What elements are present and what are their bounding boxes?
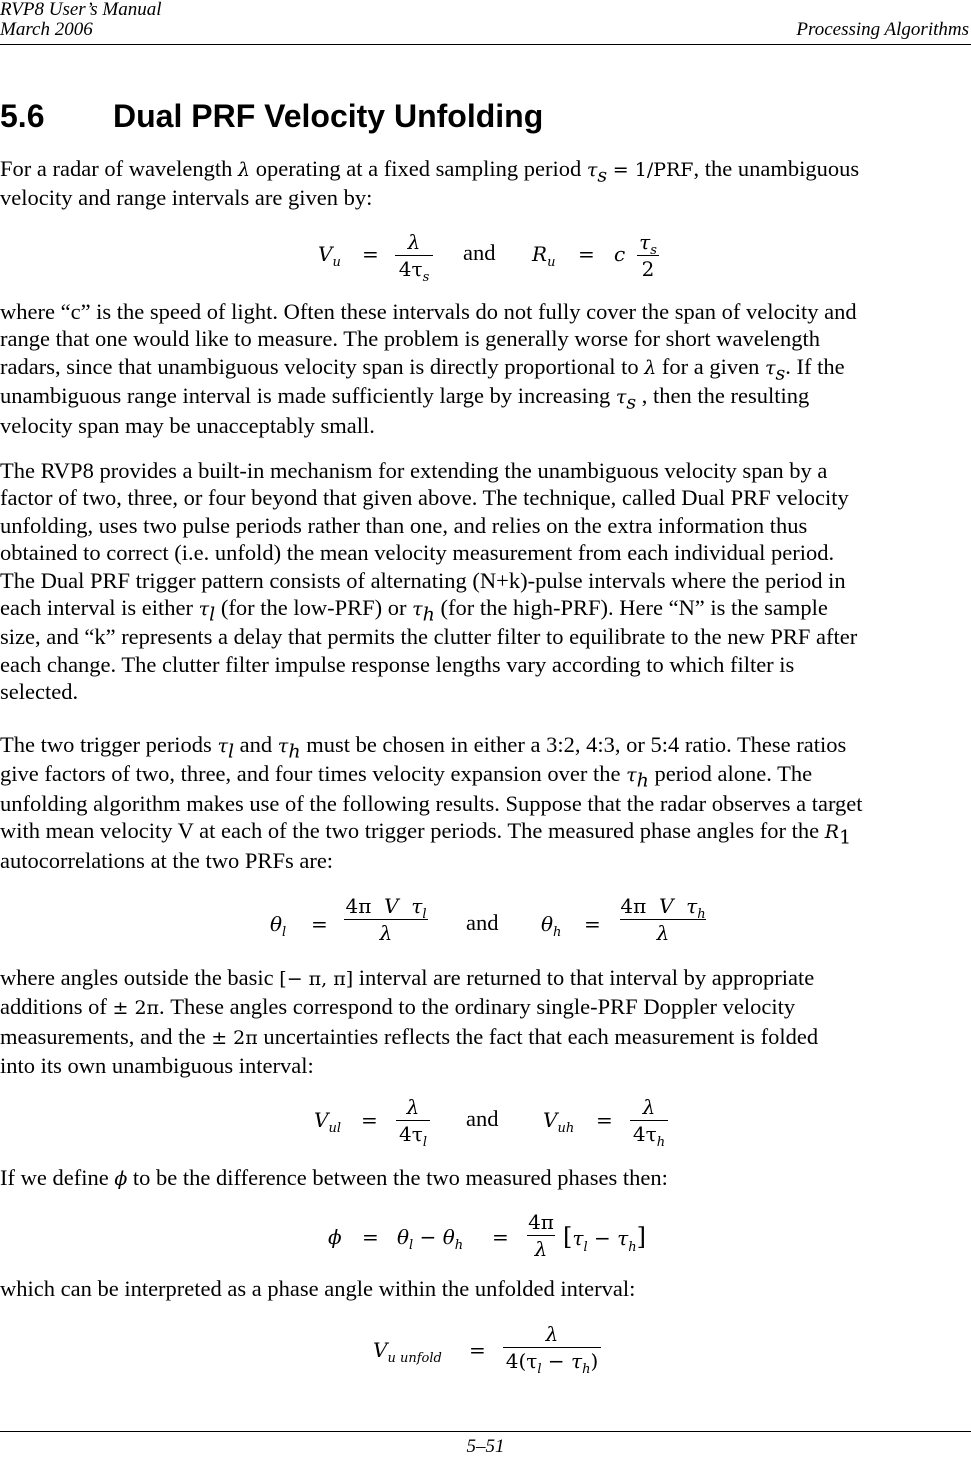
page-number: 5–51: [466, 1436, 505, 1457]
header-rule: [0, 44, 971, 45]
paragraph-1: For a radar of wavelength λ operating at a fixed sampling period $\tau_s = 1/PRF$, the unambiguous velocity and range intervals are given by:: [0, 156, 860, 211]
paragraph-5: where angles outside the basic [− π, π] interval are returned to that interval by appropriate additions of ± 2π. These angles correspond to the ordinary single-PRF Doppler velocity measurements, and the ± 2π uncertainties reflects the fact that each measurement is folded into its own unambiguous interval:: [0, 965, 819, 1079]
header-chapter: Processing Algorithms: [796, 19, 969, 40]
section-title: Dual PRF Velocity Unfolding: [113, 98, 544, 134]
footer-rule: [0, 1431, 971, 1432]
paragraph-2: where “c” is the speed of light. Often these intervals do not fully cover the span of velocity and range that one would like to measure. The problem is generally worse for short wavelength radars, since that unambiguous velocity span is directly proportional to λ for a given $\tau_s$. If the unambiguous range interval is made sufficiently large by increasing $\tau_s$ , then the resulting velocity span may be unacceptably small.: [0, 299, 857, 438]
paragraph-3: The RVP8 provides a built-in mechanism for extending the unambiguous velocity span by a factor of two, three, or four beyond that given above. The technique, called Dual PRF velocity unfolding, uses two pulse periods rather than one, and relies on the extra information thus obtained to correct (i.e. unfold) the mean velocity measurement from each individual period. The Dual PRF trigger pattern consists of alternating (N+k)-pulse intervals where the period in each interval is either $\tau_l$ (for the low-PRF) or $\tau_h$ (for the high-PRF). Here “N” is the sample size, and “k” represents a delay that permits the clutter filter to equilibrate to the new PRF after each change. The clutter filter impulse response lengths vary according to which filter is selected.: [0, 458, 858, 705]
paragraph-6: If we define ϕ to be the difference between the two measured phases then:: [0, 1165, 668, 1190]
section-heading: [0, 96, 543, 136]
section-number: 5.6: [0, 98, 45, 134]
header-manual: RVP8 User’s Manual: [0, 0, 162, 20]
paragraph-4: The two trigger periods $\tau_l$ and $\tau_h$ must be chosen in either a 3:2, 4:3, or 5:4 ratio. These ratios give factors of two, three, and four times velocity expansion over the $\tau_h$ period alone. The unfolding algorithm makes use of the following results. Suppose that the radar observes a target with mean velocity V at each of the two trigger periods. The measured phase angles for the $R_1$ autocorrelations at the two PRFs are:: [0, 732, 863, 873]
paragraph-7: which can be interpreted as a phase angle within the unfolded interval:: [0, 1276, 636, 1301]
header-date: March 2006: [0, 19, 93, 40]
